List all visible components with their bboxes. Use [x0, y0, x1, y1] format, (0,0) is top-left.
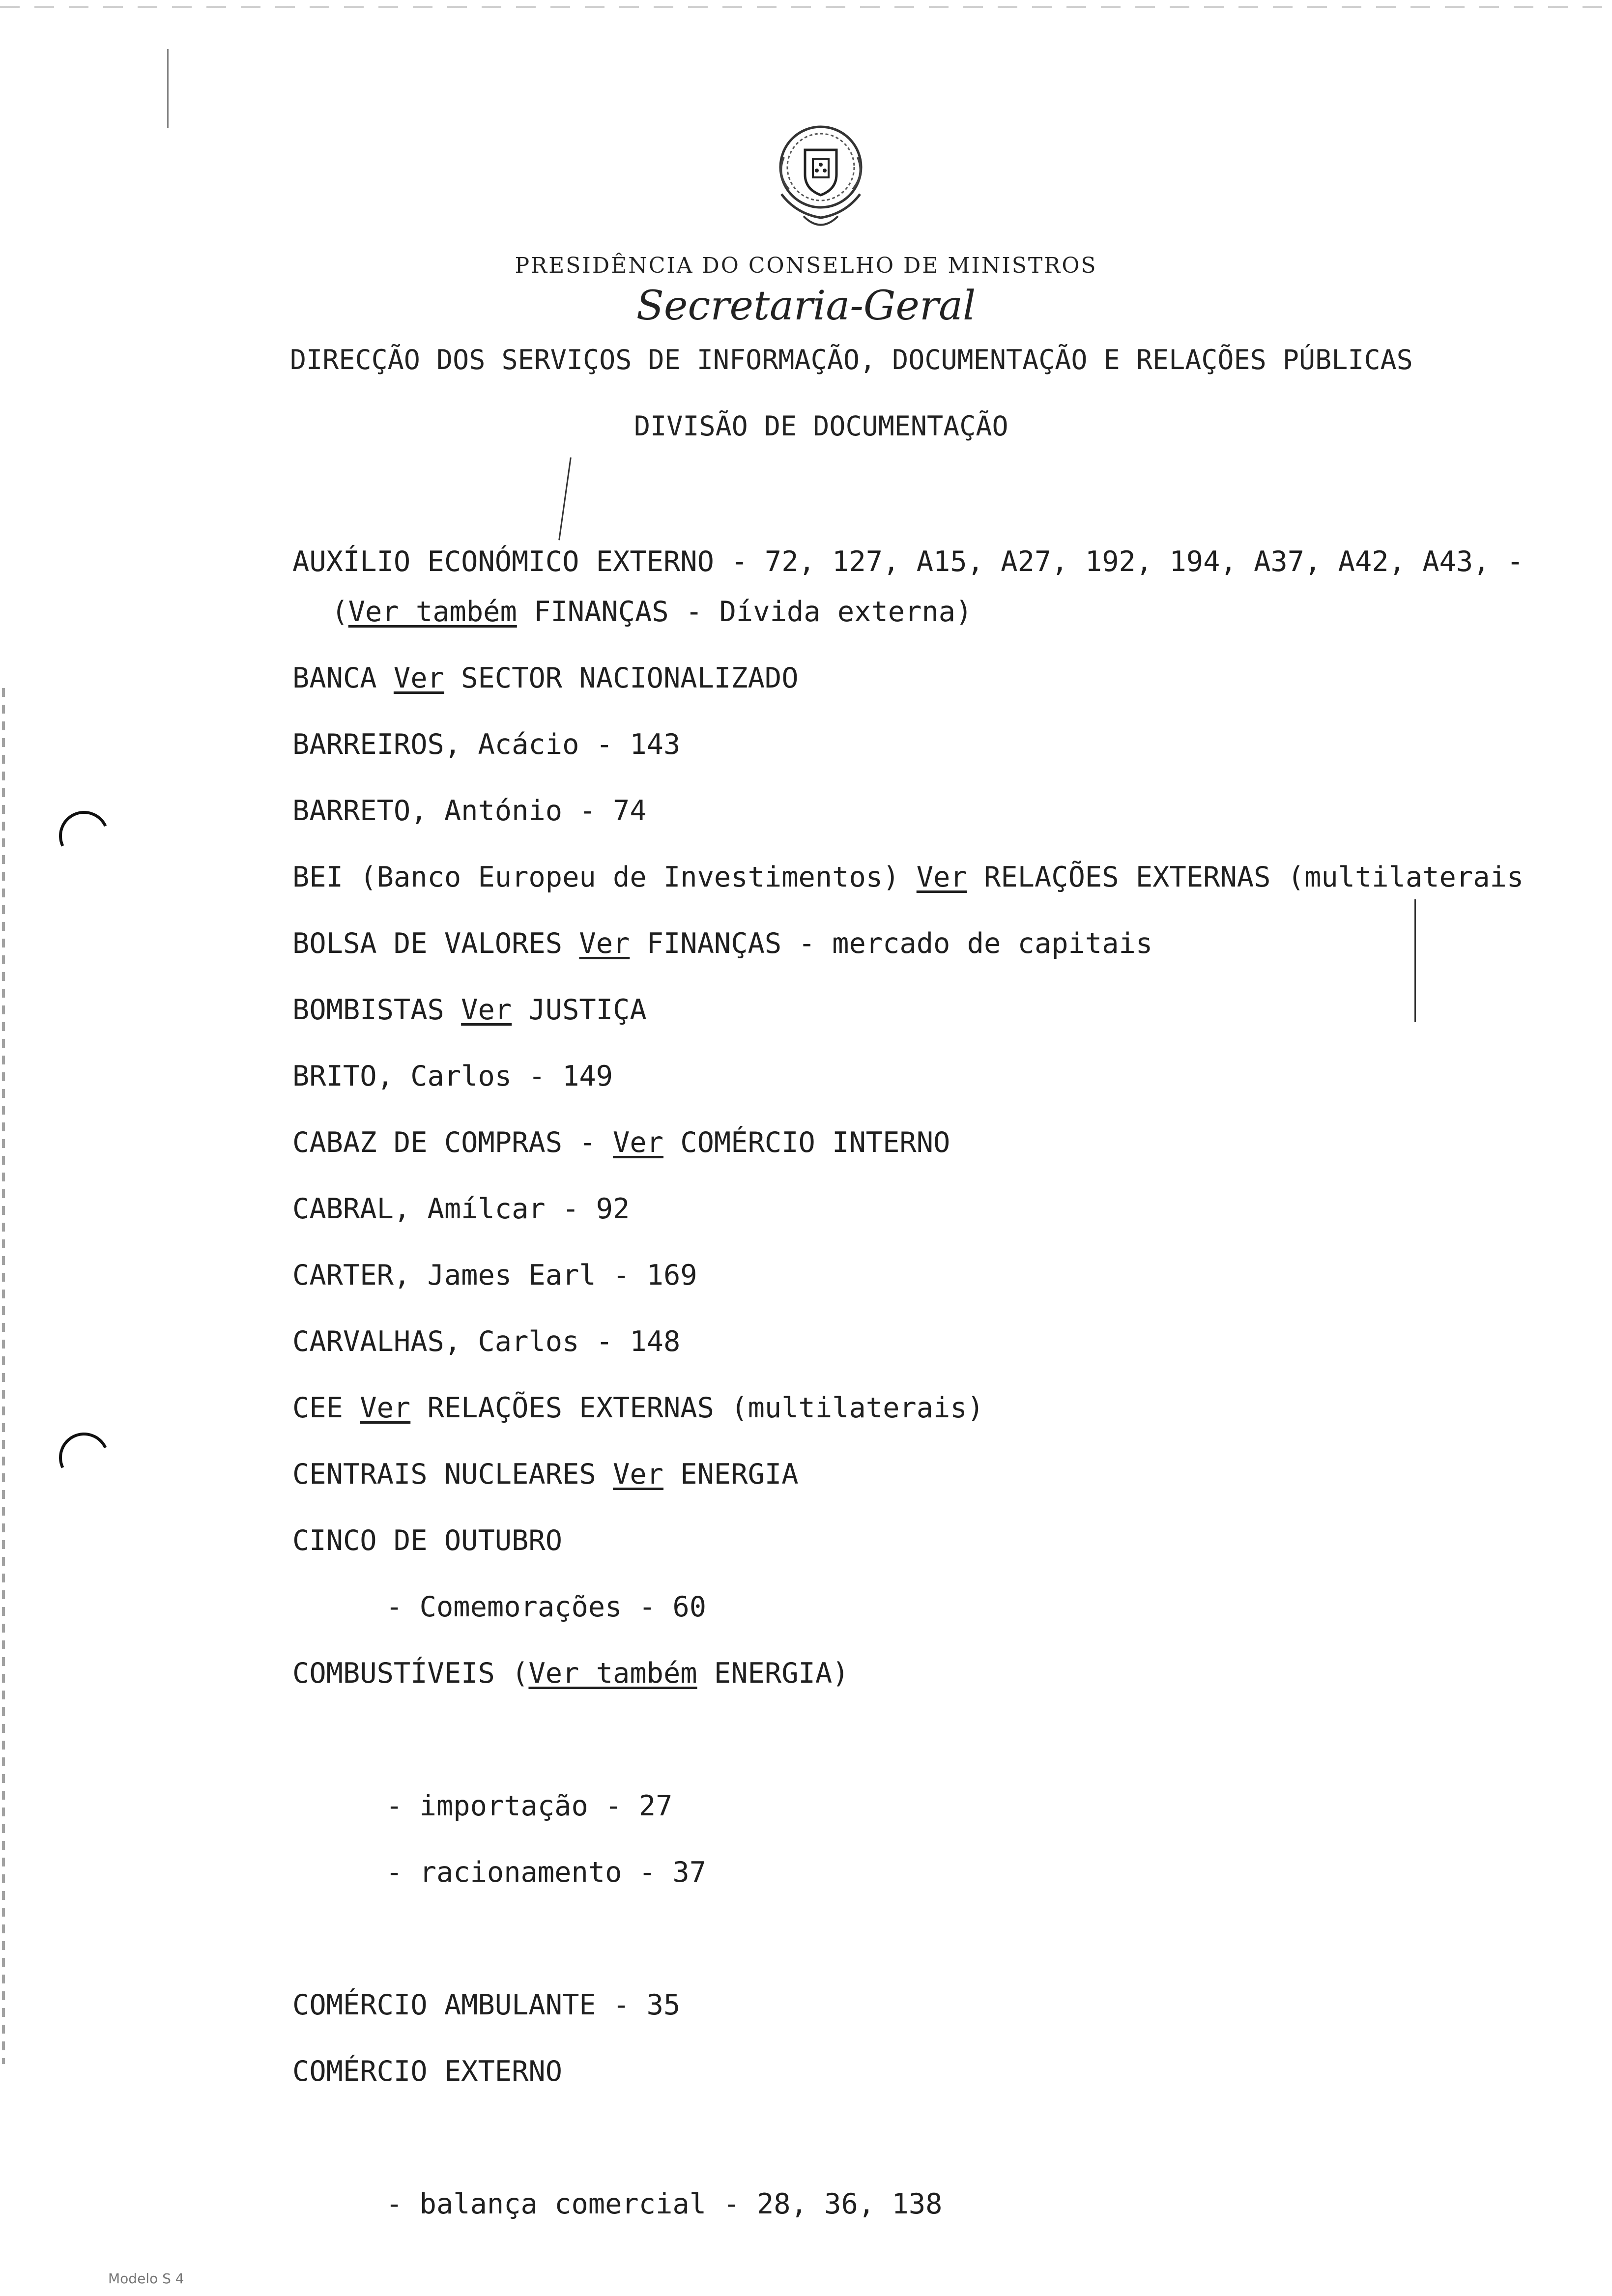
page-edge-left	[2, 688, 5, 2064]
index-entry: CARVALHAS, Carlos - 148	[292, 1325, 681, 1358]
index-entry: COMÉRCIO AMBULANTE - 35	[292, 1989, 681, 2021]
index-subentry: - balança comercial - 28, 36, 138	[386, 2188, 943, 2220]
index-entry: BOLSA DE VALORES Ver FINANÇAS - mercado de capitais	[292, 927, 1153, 960]
margin-line	[167, 49, 169, 128]
margin-line	[1414, 899, 1416, 1022]
index-entry: COMBUSTÍVEIS (Ver também ENERGIA)	[292, 1657, 849, 1690]
index-subentry: - racionamento - 37	[386, 1856, 707, 1889]
index-entry: CARTER, James Earl - 169	[292, 1259, 697, 1292]
hole-punch-mark	[52, 1426, 116, 1490]
index-entry: AUXÍLIO ECONÓMICO EXTERNO - 72, 127, A15, A27, 192, 194, A37, A42, A43, -	[292, 545, 1524, 578]
form-model-label: Modelo S 4	[108, 2270, 184, 2287]
hole-punch-mark	[52, 804, 116, 868]
index-entry: CABRAL, Amílcar - 92	[292, 1193, 630, 1225]
coat-of-arms-icon	[762, 115, 880, 238]
index-subentry: - importação - 27	[386, 1790, 673, 1822]
index-entry: BEI (Banco Europeu de Investimentos) Ver RELAÇÕES EXTERNAS (multilaterais	[292, 861, 1524, 893]
index-entry-continuation: (Ver também FINANÇAS - Dívida externa)	[315, 596, 973, 628]
index-entry: CEE Ver RELAÇÕES EXTERNAS (multilaterais)	[292, 1392, 984, 1424]
direccao-heading: DIRECÇÃO DOS SERVIÇOS DE INFORMAÇÃO, DOCUMENTAÇÃO E RELAÇÕES PÚBLICAS	[290, 344, 1413, 375]
divisao-heading: DIVISÃO DE DOCUMENTAÇÃO	[634, 410, 1008, 442]
index-entry: CABAZ DE COMPRAS - Ver COMÉRCIO INTERNO	[292, 1126, 950, 1159]
index-entry: COMÉRCIO EXTERNO	[292, 2055, 563, 2088]
index-entry: CINCO DE OUTUBRO	[292, 1524, 563, 1557]
ministry-heading: PRESIDÊNCIA DO CONSELHO DE MINISTROS	[515, 253, 1097, 278]
index-entry: BRITO, Carlos - 149	[292, 1060, 613, 1092]
index-entry: BOMBISTAS Ver JUSTIÇA	[292, 994, 647, 1026]
index-subentry: - Comemorações - 60	[386, 1591, 707, 1623]
secretaria-signature: Secretaria-Geral	[636, 283, 976, 329]
index-entry: BARRETO, António - 74	[292, 795, 647, 827]
index-entry: BANCA Ver SECTOR NACIONALIZADO	[292, 662, 799, 694]
pen-stroke	[558, 458, 572, 541]
index-entry: CENTRAIS NUCLEARES Ver ENERGIA	[292, 1458, 799, 1491]
page-edge-top	[0, 6, 1612, 8]
index-entry: BARREIROS, Acácio - 143	[292, 728, 681, 761]
